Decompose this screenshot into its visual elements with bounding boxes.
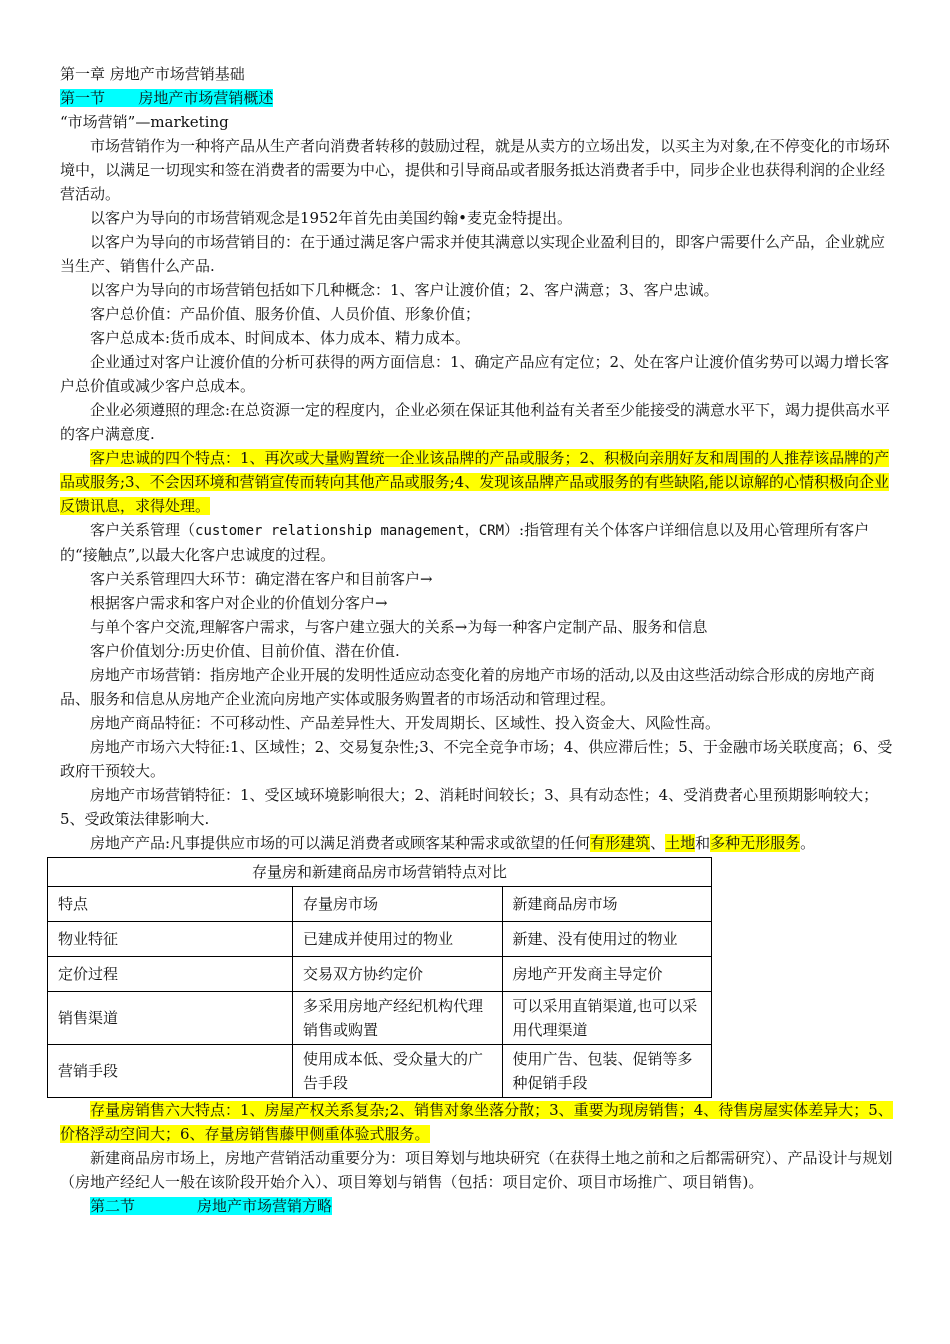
table-cell: 物业特征 — [48, 922, 293, 957]
section-title-highlight: 第一节 房地产市场营销概述 — [60, 89, 274, 107]
table-row — [48, 992, 712, 1045]
text-run: 。 — [800, 834, 816, 852]
text-run: 房地产产品:凡事提供应市场的可以满足消费者或顾客某种需求或欲望的任何 — [90, 834, 591, 852]
table-caption: 存量房和新建商品房市场营销特点对比 — [48, 858, 712, 887]
paragraph: 企业通过对客户让渡价值的分析可获得的两方面信息：1、确定产品应有定位；2、处在客户让渡价值劣势可以竭力增长客户总价值或减少客户总成本。 — [60, 353, 890, 395]
text-run-english: customer relationship management，CRM — [195, 523, 505, 539]
paragraph: 客户关系管理四大环节：确定潜在客户和目前客户→ — [90, 570, 433, 588]
document-page — [60, 62, 894, 1218]
table-caption-row — [48, 858, 712, 887]
comparison-table — [47, 857, 712, 1098]
section-title — [60, 1194, 894, 1218]
text-run: 和 — [695, 834, 711, 852]
marketing-term: “市场营销”—marketing — [60, 113, 229, 131]
section-title-highlight: 第二节 房地产市场营销方略 — [90, 1197, 332, 1215]
table-cell: 新建、没有使用过的物业 — [502, 922, 711, 957]
table-cell: 已建成并使用过的物业 — [293, 922, 502, 957]
table-cell: 可以采用直销渠道,也可以采用代理渠道 — [502, 992, 711, 1045]
paragraph: 以客户为导向的市场营销观念是1952年首先由美国约翰•麦克金特提出。 — [90, 209, 573, 227]
table-header-row — [48, 887, 712, 922]
table-cell: 交易双方协约定价 — [293, 957, 502, 992]
yellow-highlight: 客户忠诚的四个特点：1、再次或大量购置统一企业该品牌的产品或服务；2、积极向亲朋好友和周围的人推荐该品牌的产品或服务;3、不会因环境和营销宣传而转向其他产品或服务;4、发现该品牌产品或服务的有些缺陷,能以谅解的心情积极向企业反馈讯息，求得处理。 — [60, 449, 890, 515]
table-cell: 营销手段 — [48, 1045, 293, 1098]
table-header: 存量房市场 — [293, 887, 502, 922]
table-cell: 销售渠道 — [48, 992, 293, 1045]
table-row — [48, 957, 712, 992]
paragraph: 以客户为导向的市场营销目的：在于通过满足客户需求并使其满意以实现企业盈利目的，即客户需要什么产品，企业就应当生产、销售什么产品. — [60, 233, 886, 275]
table-row — [48, 922, 712, 957]
yellow-highlight: 有形建筑 — [590, 834, 651, 852]
chapter-title: 第一章 房地产市场营销基础 — [60, 65, 245, 83]
paragraph: 房地产市场六大特征:1、区域性；2、交易复杂性;3、不完全竞争市场；4、供应滞后性；5、于金融市场关联度高；6、受政府干预较大。 — [60, 738, 893, 780]
text-run: ）:指管理有关个体客户详细信息以及用心管理所有客户的“接触点”,以最大化客户忠诚度的过程。 — [60, 521, 870, 564]
table-cell: 使用成本低、受众量大的广告手段 — [293, 1045, 502, 1098]
table-cell: 房地产开发商主导定价 — [502, 957, 711, 992]
paragraph: 客户价值划分:历史价值、目前价值、潜在价值. — [90, 642, 400, 660]
paragraph: 企业必须遵照的理念:在总资源一定的程度内，企业必须在保证其他利益有关者至少能接受的满意水平下，竭力提供高水平的客户满意度. — [60, 401, 891, 443]
table-cell: 多采用房地产经纪机构代理销售或购置 — [293, 992, 502, 1045]
highlighted-paragraph — [60, 1098, 894, 1146]
paragraph: 房地产市场营销：指房地产企业开展的发明性适应动态变化着的房地产市场的活动,以及由这些活动综合形成的房地产商品、服务和信息从房地产企业流向房地产实体或服务购置者的市场活动和管理过程。 — [60, 666, 875, 708]
paragraph: 房地产商品特征：不可移动性、产品差异性大、开发周期长、区域性、投入资金大、风险性高。 — [90, 714, 721, 732]
paragraph — [60, 831, 894, 855]
paragraph — [60, 518, 894, 567]
paragraph: 客户总价值：产品价值、服务价值、人员价值、形象价值； — [90, 305, 481, 323]
paragraph: 与单个客户交流,理解客户需求，与客户建立强大的关系→为每一种客户定制产品、服务和信息 — [90, 618, 708, 636]
text-run: 客户关系管理（ — [90, 521, 196, 539]
highlighted-paragraph — [60, 446, 894, 518]
section-title — [60, 86, 894, 110]
paragraph: 以客户为导向的市场营销包括如下几种概念：1、客户让渡价值；2、客户满意；3、客户忠诚。 — [90, 281, 719, 299]
paragraph: 客户总成本:货币成本、时间成本、体力成本、精力成本。 — [90, 329, 471, 347]
yellow-highlight: 土地 — [665, 834, 696, 852]
table-cell: 定价过程 — [48, 957, 293, 992]
table-header: 特点 — [48, 887, 293, 922]
yellow-highlight: 存量房销售六大特点：1、房屋产权关系复杂;2、销售对象坐落分散；3、重要为现房销售；4、待售房屋实体差异大；5、价格浮动空间大；6、存量房销售藤甲侧重体验式服务。 — [60, 1101, 893, 1143]
paragraph: 新建商品房市场上，房地产营销活动重要分为：项目筹划与地块研究（在获得土地之前和之后都需研究）、产品设计与规划（房地产经纪人一般在该阶段开始介入）、项目筹划与销售（包括：项目定价、项目市场推广、项目销售)。 — [60, 1149, 893, 1191]
table-cell: 使用广告、包装、促销等多种促销手段 — [502, 1045, 711, 1098]
table-row — [48, 1045, 712, 1098]
table-header: 新建商品房市场 — [502, 887, 711, 922]
paragraph: 房地产市场营销特征：1、受区域环境影响很大；2、消耗时间较长；3、具有动态性；4、受消费者心里预期影响较大；5、受政策法律影响大. — [60, 786, 879, 828]
text-run: 、 — [650, 834, 666, 852]
paragraph: 市场营销作为一种将产品从生产者向消费者转移的鼓励过程，就是从卖方的立场出发，以买主为对象,在不停变化的市场环境中，以满足一切现实和签在消费者的需要为中心，提供和引导商品或者服务抵达消费者手中，同步企业也获得利润的企业经营活动。 — [60, 137, 890, 203]
yellow-highlight: 多种无形服务 — [710, 834, 801, 852]
paragraph: 根据客户需求和客户对企业的价值划分客户→ — [90, 594, 388, 612]
